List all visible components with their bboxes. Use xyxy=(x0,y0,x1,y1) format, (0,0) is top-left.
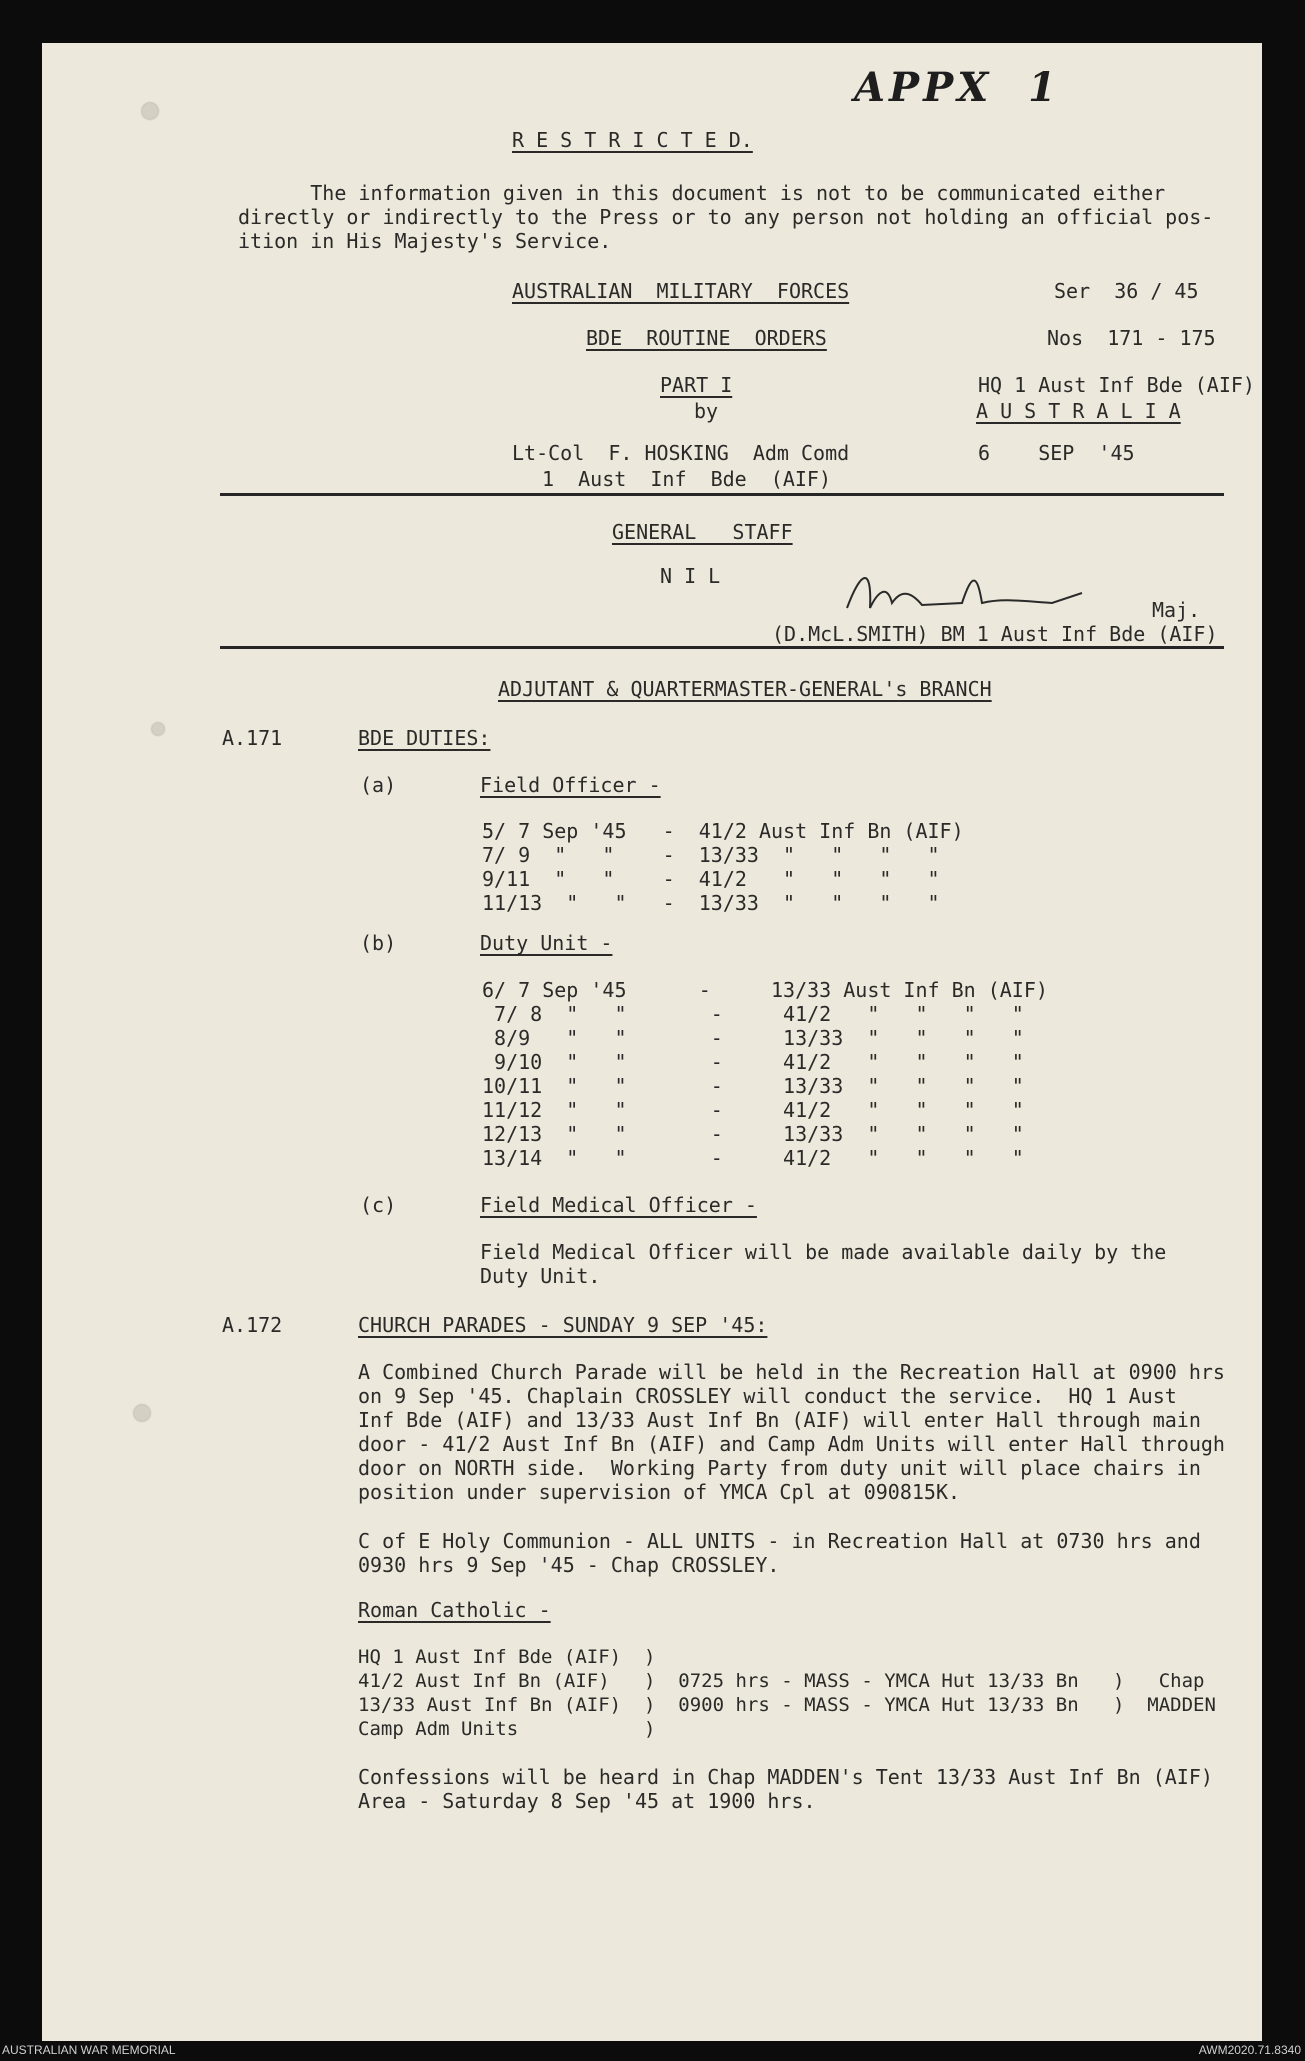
table-row: Camp Adm Units ) xyxy=(358,1718,656,1740)
a171-a-label: (a) xyxy=(360,773,397,797)
aqmg-heading: ADJUTANT & QUARTERMASTER-GENERAL's BRANCH xyxy=(498,677,992,701)
footer-accession: AWM2020.71.8340 xyxy=(1198,2043,1301,2057)
punch-hole-top xyxy=(142,103,158,119)
signatory-name: (D.McL.SMITH) BM 1 Aust Inf Bde (AIF) xyxy=(772,622,1218,646)
text-line: on 9 Sep '45. Chaplain CROSSLEY will conduct the service. HQ 1 Aust xyxy=(358,1384,1177,1408)
serial-number: Ser 36 / 45 xyxy=(1054,279,1199,303)
table-row: 8/9 " " - 13/33 " " " " xyxy=(482,1026,1024,1050)
caveat-line: directly or indirectly to the Press or to any person not holding an official pos- xyxy=(238,205,1214,229)
hq-name: HQ 1 Aust Inf Bde (AIF) xyxy=(978,373,1255,397)
a171-b-label: (b) xyxy=(360,931,397,955)
caveat-line: ition in His Majesty's Service. xyxy=(238,229,612,253)
text-line: C of E Holy Communion - ALL UNITS - in Recreation Hall at 0730 hrs and xyxy=(358,1529,1201,1553)
communion-text xyxy=(358,1529,1201,1577)
text-line: A Combined Church Parade will be held in the Recreation Hall at 0900 hrs xyxy=(358,1360,1225,1384)
orders-title: BDE ROUTINE ORDERS xyxy=(586,326,827,350)
a172-ref: A.172 xyxy=(222,1313,283,1337)
a171-a-title: Field Officer - xyxy=(480,773,661,797)
text-line: Inf Bde (AIF) and 13/33 Aust Inf Bn (AIF) will enter Hall through main xyxy=(358,1408,1201,1432)
table-row: 11/12 " " - 41/2 " " " " xyxy=(482,1098,1024,1122)
general-staff-rule xyxy=(220,646,1224,649)
table-row: 5/ 7 Sep '45 - 41/2 Aust Inf Bn (AIF) xyxy=(482,819,964,843)
a171-ref: A.171 xyxy=(222,726,283,750)
text-line: door on NORTH side. Working Party from duty unit will place chairs in xyxy=(358,1456,1201,1480)
a171-c-label: (c) xyxy=(360,1193,397,1217)
table-row: 7/ 8 " " - 41/2 " " " " xyxy=(482,1002,1024,1026)
text-line: position under supervision of YMCA Cpl at 090815K. xyxy=(358,1480,961,1504)
commander-name: Lt-Col F. HOSKING Adm Comd xyxy=(512,441,850,465)
table-row: 11/13 " " - 13/33 " " " " xyxy=(482,891,940,915)
footer-credit: AUSTRALIAN WAR MEMORIAL xyxy=(2,2043,176,2057)
appendix-mark: APPX 1 xyxy=(854,64,1060,111)
table-row: HQ 1 Aust Inf Bde (AIF) ) xyxy=(358,1646,656,1668)
confessions-text xyxy=(358,1765,1213,1813)
roman-catholic-table xyxy=(358,1645,1216,1741)
field-officer-table xyxy=(482,819,964,915)
text-line: door - 41/2 Aust Inf Bn (AIF) and Camp Adm Units will enter Hall through xyxy=(358,1432,1225,1456)
table-row: 13/14 " " - 41/2 " " " " xyxy=(482,1146,1024,1170)
by-label: by xyxy=(694,399,719,423)
roman-catholic-title: Roman Catholic - xyxy=(358,1598,551,1622)
order-numbers: Nos 171 - 175 xyxy=(1047,326,1216,350)
commander-unit: 1 Aust Inf Bde (AIF) xyxy=(542,467,831,491)
classification-marking: R E S T R I C T E D. xyxy=(512,128,753,152)
general-staff-content: N I L xyxy=(660,564,721,588)
signature-mark xyxy=(842,563,1142,623)
text-line: Confessions will be heard in Chap MADDEN's Tent 13/33 Aust Inf Bn (AIF) xyxy=(358,1765,1213,1789)
text-line: Area - Saturday 8 Sep '45 at 1900 hrs. xyxy=(358,1789,816,1813)
a171-b-title: Duty Unit - xyxy=(480,931,613,955)
text-line: Field Medical Officer will be made available daily by the xyxy=(480,1240,1167,1264)
text-line: Duty Unit. xyxy=(480,1264,601,1288)
table-row: 41/2 Aust Inf Bn (AIF) ) 0725 hrs - MASS - YMCA Hut 13/33 Bn ) Chap xyxy=(358,1670,1205,1692)
a171-title: BDE DUTIES: xyxy=(358,726,491,750)
caveat-text xyxy=(238,181,1213,253)
table-row: 9/10 " " - 41/2 " " " " xyxy=(482,1050,1024,1074)
table-row: 13/33 Aust Inf Bn (AIF) ) 0900 hrs - MASS - YMCA Hut 13/33 Bn ) MADDEN xyxy=(358,1694,1216,1716)
document-page xyxy=(42,43,1262,2041)
field-medical-text xyxy=(480,1240,1166,1288)
signatory-rank: Maj. xyxy=(1152,598,1201,622)
duty-unit-table xyxy=(482,978,1048,1170)
table-row: 9/11 " " - 41/2 " " " " xyxy=(482,867,940,891)
a172-title: CHURCH PARADES - SUNDAY 9 SEP '45: xyxy=(358,1313,768,1337)
punch-hole-middle xyxy=(152,723,164,735)
header-rule xyxy=(220,493,1224,496)
part-title: PART I xyxy=(660,373,733,397)
order-date: 6 SEP '45 xyxy=(978,441,1135,465)
table-row: 7/ 9 " " - 13/33 " " " " xyxy=(482,843,940,867)
country-name: A U S T R A L I A xyxy=(976,399,1181,423)
text-line: 0930 hrs 9 Sep '45 - Chap CROSSLEY. xyxy=(358,1553,780,1577)
table-row: 12/13 " " - 13/33 " " " " xyxy=(482,1122,1024,1146)
general-staff-heading: GENERAL STAFF xyxy=(612,520,793,544)
table-row: 10/11 " " - 13/33 " " " " xyxy=(482,1074,1024,1098)
a171-c-title: Field Medical Officer - xyxy=(480,1193,757,1217)
church-parade-text xyxy=(358,1360,1225,1504)
caveat-line: The information given in this document is not to be communicated either xyxy=(238,181,1166,205)
punch-hole-bottom xyxy=(134,1405,150,1421)
forces-title: AUSTRALIAN MILITARY FORCES xyxy=(512,279,850,303)
table-row: 6/ 7 Sep '45 - 13/33 Aust Inf Bn (AIF) xyxy=(482,978,1048,1002)
